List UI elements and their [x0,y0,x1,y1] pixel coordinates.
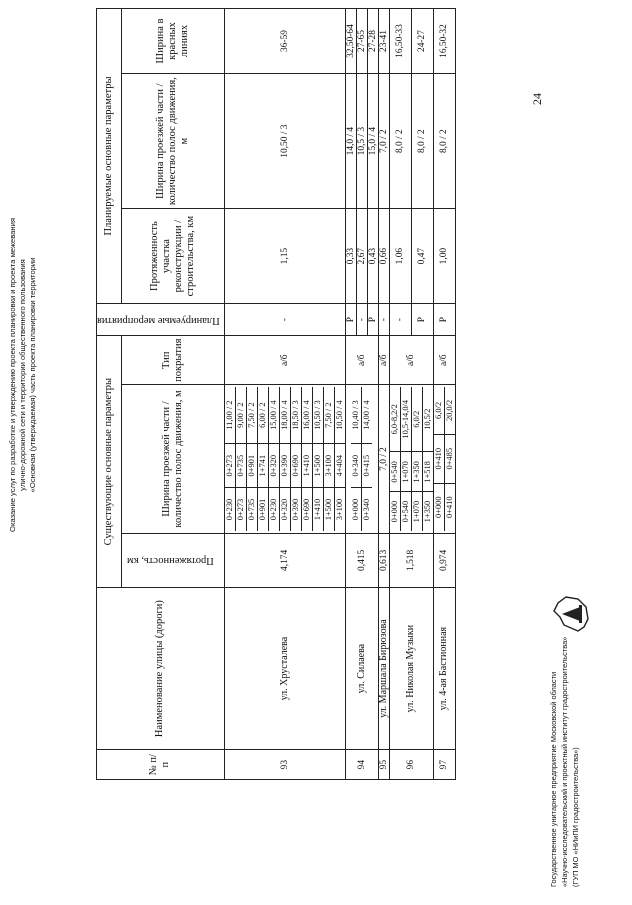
row-planned-length: 1,00 [433,209,455,304]
segment-cell: 3+100 [334,488,345,531]
segment-cell: 0+415 [362,444,373,488]
col-planned-width: Ширина проезжей части / количество полос движения, м [121,74,224,209]
row-widths: 7,0 / 2 [378,385,389,534]
segment-cell: 15,00 / 4 [268,387,279,444]
row-events: Р [345,303,356,335]
row-num: 95 [378,750,389,780]
col-name: Наименование улицы (дороги) [97,587,225,749]
row-events: - [356,303,367,335]
row-events: - [389,303,411,335]
segment-row [279,387,290,531]
row-name: ул. Николая Музыки [389,587,433,749]
segment-cell: 0+000 [434,483,445,531]
row-widths [345,385,378,534]
segment-cell: 0+273 [225,444,236,488]
row-planned-length: 0,66 [378,209,389,304]
segment-cell: 1+518 [422,452,433,492]
footer-line-1: Государственное унитарное предприятие Московской области [549,671,558,887]
row-planned-length: 0,47 [411,209,433,304]
row-cover: а/б [345,336,378,385]
segment-cell: 0+901 [257,488,268,531]
segment-row [334,387,345,531]
row-length: 0,613 [378,533,389,587]
row-red-lines: 16,50-32 [433,9,455,74]
header-line-2: улично-дорожной сети и территории общественного пользования [18,259,27,491]
col-width: Ширина проезжей части / количество полос движения, м [121,385,224,534]
table-row [345,9,356,780]
segment-cell: 1+070 [400,452,411,492]
segment-cell: 0+230 [225,488,236,531]
row-num: 97 [433,750,455,780]
segments-table [390,387,433,531]
row-length: 1,518 [389,533,433,587]
footer-line-2: «Научно-исследовательский и проектный институт градостроительства» [560,636,569,887]
segments-table [434,387,455,531]
segment-row [290,387,301,531]
header-line-3: «Основная (утверждаемая) часть проекта планировки территории [28,257,37,493]
segment-cell: 7,50 / 2 [246,387,257,444]
segment-row [422,387,433,531]
segment-cell: 1+350 [411,452,422,492]
row-length: 4,174 [224,533,345,587]
segment-cell: 1+500 [323,488,334,531]
row-red-lines: 16,50-33 [389,9,411,74]
row-name: ул. Хрусталева [224,587,345,749]
row-planned-width: 8,0 / 2 [389,74,411,209]
row-name: ул. Маршала Бирюзова [378,587,389,749]
col-planned-group: Планируемые основные параметры [97,9,122,304]
segment-row [301,387,312,531]
segment-cell: 0+390 [290,488,301,531]
segment-cell: 0+000 [351,488,362,531]
segment-cell: 10,50 / 4 [334,387,345,444]
row-planned-width: 8,0 / 2 [433,74,455,209]
row-events: - [378,303,389,335]
row-num: 96 [389,750,433,780]
segment-cell: 6,0/2 [434,387,445,434]
segment-cell: 0+230 [268,488,279,531]
segment-row [312,387,323,531]
segment-row [235,387,246,531]
row-planned-width: 8,0 / 2 [411,74,433,209]
segment-row [444,387,455,531]
segment-cell: 18,50 / 3 [290,387,301,444]
segments-table [225,387,345,531]
segment-cell: 10,40 / 3 [351,387,362,444]
row-planned-width: 10,5 / 3 [356,74,367,209]
segment-cell: 9,00 / 2 [235,387,246,444]
segment-cell: 0+690 [290,444,301,488]
parameters-table [96,8,456,780]
row-events: Р [367,303,378,335]
row-planned-length: 2,67 [356,209,367,304]
row-events: Р [411,303,433,335]
segment-cell: 0+320 [279,488,290,531]
segment-cell: 0+340 [362,488,373,531]
table-row [224,9,345,780]
row-widths [224,385,345,534]
segment-row [246,387,257,531]
col-length: Протяженность, км [121,533,224,587]
row-events: Р [433,303,455,335]
col-events: Планируемые мероприятия [97,303,225,335]
segment-cell: 0+540 [400,492,411,531]
segment-cell: 0+340 [351,444,362,488]
segment-cell: 1+500 [312,444,323,488]
row-red-lines: 23-41 [378,9,389,74]
segment-row [257,387,268,531]
page-number: 24 [530,93,544,105]
row-widths [433,385,455,534]
segment-cell: 11,00 / 2 [225,387,236,444]
segment-cell: 10,50 / 3 [312,387,323,444]
row-length: 0,415 [345,533,378,587]
segment-cell: 3+100 [323,444,334,488]
segment-row [225,387,236,531]
footer [548,637,581,887]
segment-cell: 0+320 [268,444,279,488]
row-red-lines: 32,50-64 [345,9,356,74]
segment-cell: 16,00 / 4 [301,387,312,444]
row-cover: а/б [433,336,455,385]
footer-line-3: (ГУП МО «НИиПИ градостроительства») [571,747,580,887]
row-name: ул. 4-ая Бастионная [433,587,455,749]
row-num: 93 [224,750,345,780]
segment-row [411,387,422,531]
segment-cell: 0+540 [390,452,401,492]
segment-cell: 4+404 [334,444,345,488]
segment-row [400,387,411,531]
col-red-lines: Ширина в красных линиях [121,9,224,74]
row-planned-width: 15,0 / 4 [367,74,378,209]
segments-table [351,387,372,531]
segment-cell: 14,00 / 4 [362,387,373,444]
segment-row [362,387,373,531]
row-planned-width: 14,0 / 4 [345,74,356,209]
segment-cell: 0+485 [444,434,455,483]
row-events: - [224,303,345,335]
segment-cell: 20,0/2 [444,387,455,434]
row-planned-length: 1,06 [389,209,411,304]
institute-logo-icon [548,591,594,637]
row-red-lines: 24-27 [411,9,433,74]
row-length: 0,974 [433,533,455,587]
segment-cell: 0+690 [301,488,312,531]
segment-cell: 1+070 [411,492,422,531]
table-body [224,9,455,780]
table-row [389,9,411,780]
segment-cell: 0+273 [235,488,246,531]
segment-row [351,387,362,531]
segment-cell: 0+901 [246,444,257,488]
row-planned-length: 0,33 [345,209,356,304]
segment-cell: 6,00 / 2 [257,387,268,444]
table-row [378,9,389,780]
col-cover: Тип покрытия [121,336,224,385]
segment-cell: 0+735 [235,444,246,488]
col-num: № п/п [97,750,225,780]
row-name: ул. Силаева [345,587,378,749]
row-cover: а/б [224,336,345,385]
row-red-lines: 27-28 [367,9,378,74]
row-planned-length: 1,15 [224,209,345,304]
segment-row [268,387,279,531]
table-row [433,9,455,780]
segment-cell: 1+410 [301,444,312,488]
segment-cell: 1+410 [312,488,323,531]
row-planned-length: 0,43 [367,209,378,304]
col-existing-group: Существующие основные параметры [97,336,122,588]
segment-cell: 10,5-14,0/4 [400,387,411,452]
row-planned-width: 10,50 / 3 [224,74,345,209]
segment-cell: 1+350 [422,492,433,531]
segment-cell: 0+735 [246,488,257,531]
row-num: 94 [345,750,378,780]
segment-row [323,387,334,531]
segment-cell: 10,5/2 [422,387,433,452]
segment-cell: 7,50 / 2 [323,387,334,444]
segment-cell: 0+000 [390,492,401,531]
row-planned-width: 7,0 / 2 [378,74,389,209]
segment-cell: 0+410 [444,483,455,531]
segment-cell: 18,00 / 4 [279,387,290,444]
row-cover: а/б [378,336,389,385]
segment-cell: 1+741 [257,444,268,488]
segment-row [434,387,445,531]
row-red-lines: 36-59 [224,9,345,74]
segment-cell: 6,0/2 [411,387,422,452]
header-line-1: Оказание услуг по разработке и утверждению проекта планировки и проекта межевания [8,218,17,532]
segment-cell: 0+410 [434,434,445,483]
row-widths [389,385,433,534]
row-cover: а/б [389,336,433,385]
segment-cell: 6,0-8,2/2 [390,387,401,452]
segment-cell: 0+390 [279,444,290,488]
segment-row [390,387,401,531]
col-planned-length: Протяженность участка реконструкции / строительства, км [121,209,224,304]
row-red-lines: 27-65 [356,9,367,74]
